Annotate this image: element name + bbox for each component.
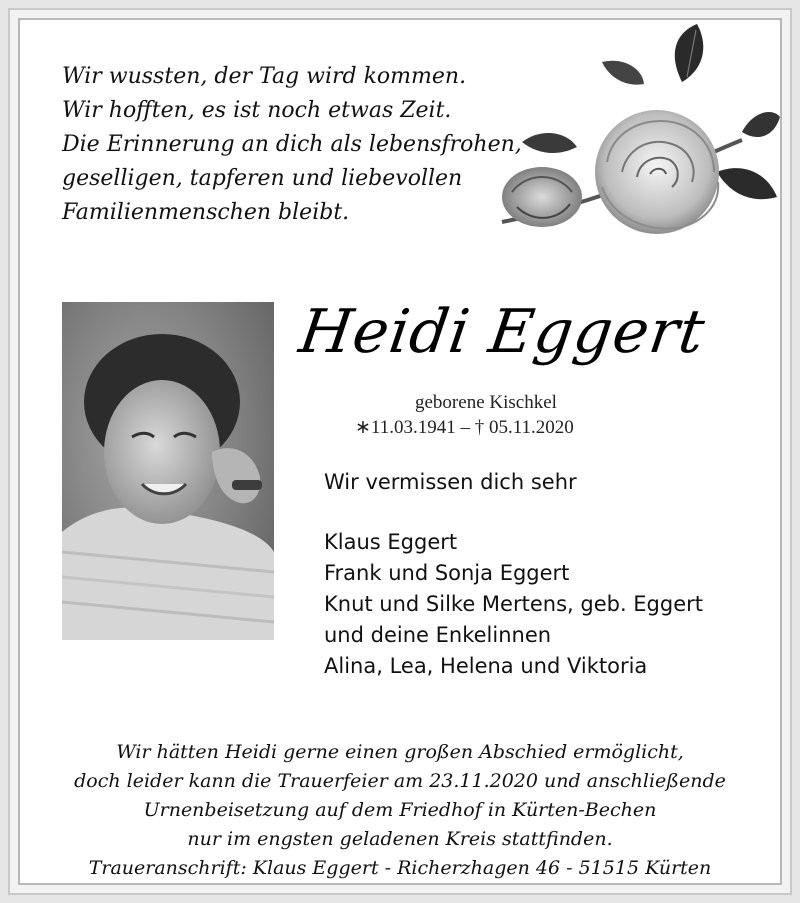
poem-line: geselligen, tapferen und liebevollen [62, 166, 463, 191]
notice-line: Urnenbeisetzung auf dem Friedhof in Kürten-Bechen [143, 799, 657, 821]
poem-line: Familienmenschen bleibt. [62, 200, 350, 225]
notice-line: doch leider kann die Trauerfeier am 23.11.2020 und anschließende [74, 770, 726, 792]
mourner-line: Alina, Lea, Helena und Viktoria [324, 654, 648, 678]
funeral-notice [20, 738, 780, 883]
poem-line: Wir hofften, es ist noch etwas Zeit. [62, 98, 452, 123]
birth-name: geborene Kischkel [415, 392, 557, 413]
poem-line: Die Erinnerung an dich als lebensfrohen, [62, 132, 522, 157]
mourner-line: Klaus Eggert [324, 530, 458, 554]
portrait-photo [62, 302, 274, 640]
life-dates: ∗11.03.1941 – † 05.11.2020 [355, 417, 574, 438]
notice-line: nur im engsten geladenen Kreis stattfinden. [187, 828, 613, 850]
rose-illustration [482, 22, 782, 252]
miss-line: Wir vermissen dich sehr [324, 470, 577, 494]
notice-address: Traueranschrift: Klaus Eggert - Richerzhagen 46 - 51515 Kürten [88, 857, 712, 879]
mourner-line: Knut und Silke Mertens, geb. Eggert [324, 592, 704, 616]
mourner-line: und deine Enkelinnen [324, 623, 552, 647]
mourner-line: Frank und Sonja Eggert [324, 561, 570, 585]
poem-line: Wir wussten, der Tag wird kommen. [62, 64, 467, 89]
mourners-list [324, 527, 764, 682]
notice-line: Wir hätten Heidi gerne einen großen Abschied ermöglicht, [116, 741, 684, 763]
deceased-name: Heidi Eggert [295, 297, 710, 367]
